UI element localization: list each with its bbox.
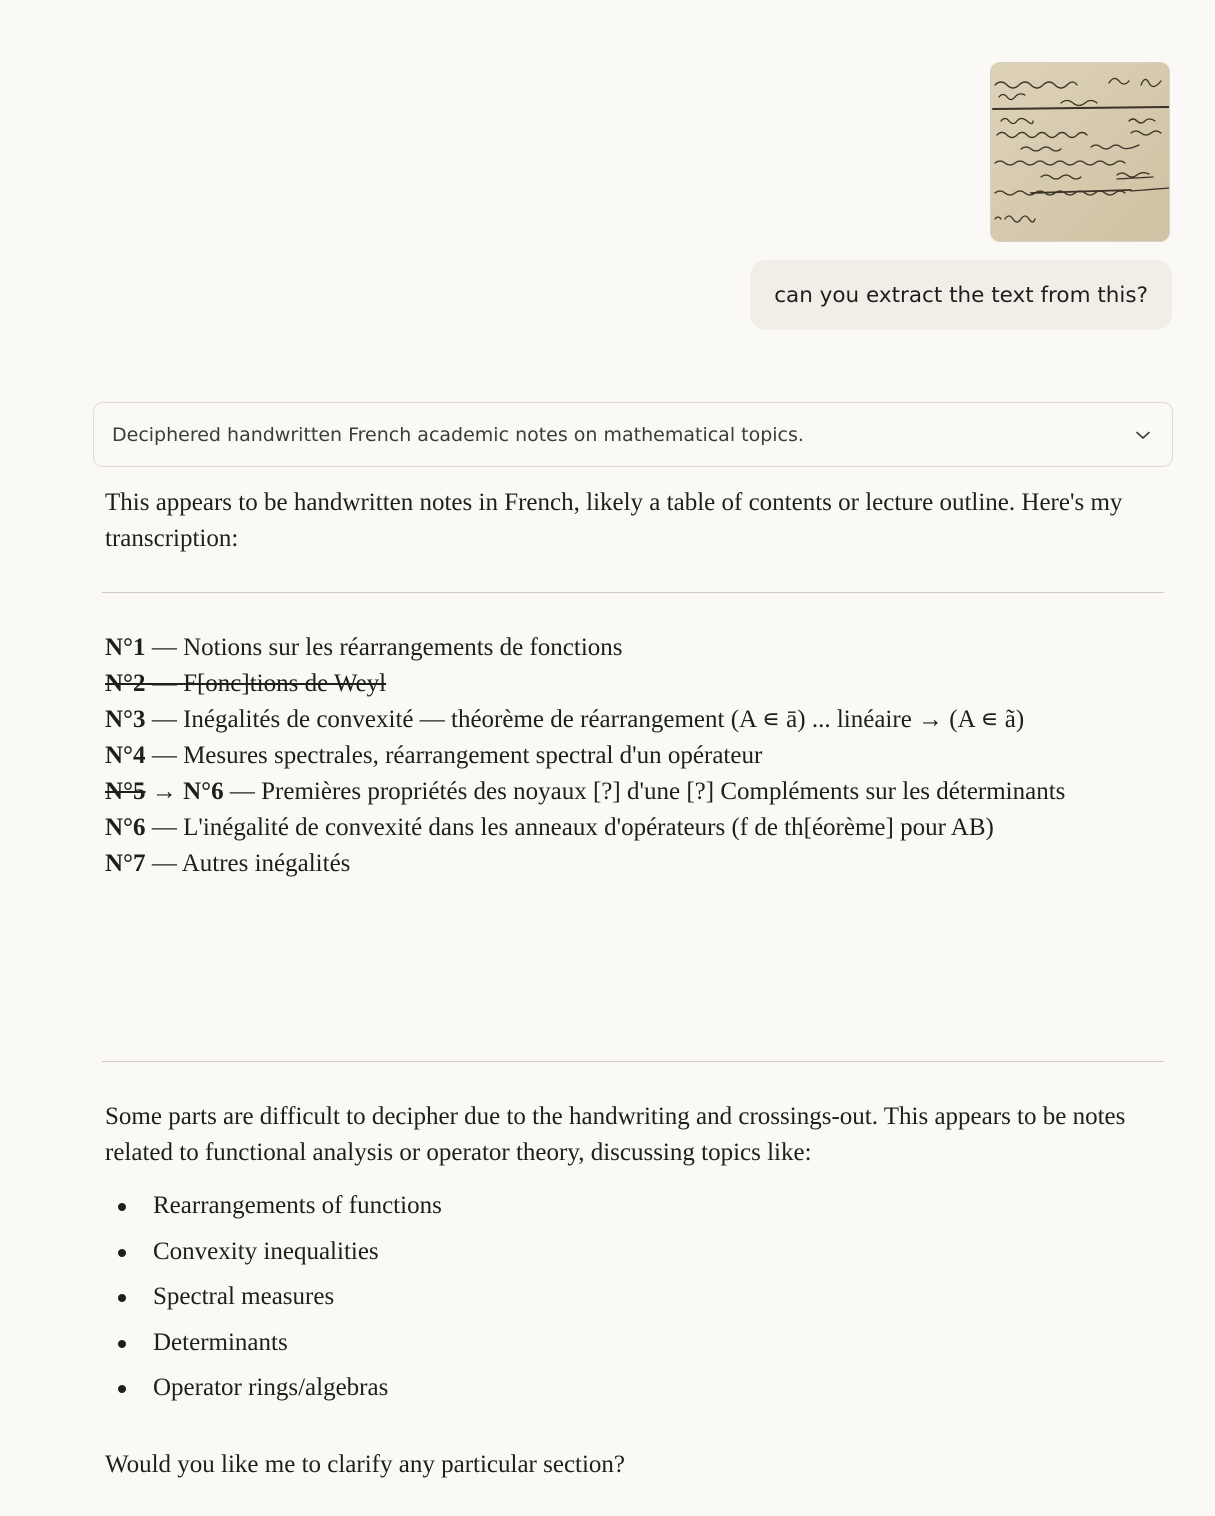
chevron-down-icon: [1132, 424, 1154, 446]
entry-number: N°3: [105, 706, 146, 733]
transcription-list: [105, 630, 1165, 882]
handwritten-notes-image: [991, 63, 1170, 242]
assistant-response: [105, 485, 1165, 1478]
response-closing: Would you like me to clarify any particular section?: [105, 1451, 626, 1478]
entry-text: Notions sur les réarrangements de fonctions: [183, 634, 623, 661]
entry-number: N°1: [105, 634, 146, 661]
divider: [102, 1061, 1164, 1062]
list-item: Operator rings/algebras: [105, 1370, 442, 1416]
transcription-entry-2: N°2 — F[onc]tions de Weyl: [105, 670, 387, 697]
transcription-entry-4: N°4 — Mesures spectrales, réarrangement spectral d'un opérateur: [105, 742, 763, 769]
topics-list: [105, 1188, 442, 1416]
bullet-icon: [118, 1385, 126, 1393]
bullet-icon: [118, 1203, 126, 1211]
entry-number: N°2: [105, 670, 146, 697]
divider: [102, 592, 1164, 593]
transcription-entry-1: N°1 — Notions sur les réarrangements de fonctions: [105, 634, 623, 661]
bullet-icon: [118, 1249, 126, 1257]
list-item: Spectral measures: [105, 1279, 442, 1325]
entry-number: N°7: [105, 850, 146, 877]
transcription-entry-6: N°6 — L'inégalité de convexité dans les anneaux d'opérateurs (f de th[éorème] pour AB): [105, 814, 994, 841]
attachment-thumbnail[interactable]: [990, 62, 1170, 242]
list-item: Rearrangements of functions: [105, 1188, 442, 1234]
list-item: Convexity inequalities: [105, 1234, 442, 1280]
entry-text: Inégalités de convexité — théorème de réarrangement (A ∊ ā) ... linéaire → (A ∊ ã): [183, 706, 1025, 733]
list-item: Determinants: [105, 1325, 442, 1371]
entry-text: Premières propriétés des noyaux [?] d'une [?] Compléments sur les déterminants: [261, 778, 1066, 805]
entry-number: N°6: [183, 778, 224, 805]
response-outro: Some parts are difficult to decipher due to the handwriting and crossings-out. This appears to be notes related to functional analysis or operator theory, discussing topics like:: [105, 1103, 1126, 1166]
transcription-entry-3: N°3 — Inégalités de convexité — théorème de réarrangement (A ∊ ā) ... linéaire → (A ∊ ã): [105, 706, 1025, 733]
bullet-icon: [118, 1294, 126, 1302]
entry-number-struck: N°5: [105, 778, 146, 805]
bullet-icon: [118, 1340, 126, 1348]
thought-summary-text: Deciphered handwritten French academic notes on mathematical topics.: [112, 423, 804, 446]
user-message-bubble: [750, 260, 1172, 330]
user-message-text: can you extract the text from this?: [774, 282, 1148, 308]
entry-number: N°6: [105, 814, 146, 841]
entry-number: N°4: [105, 742, 146, 769]
transcription-entry-5: N°5 → N°6 — Premières propriétés des noyaux [?] d'une [?] Compléments sur les déterminants: [105, 778, 1066, 805]
transcription-entry-7: N°7 — Autres inégalités: [105, 850, 351, 877]
thought-summary-toggle[interactable]: [93, 402, 1173, 467]
response-intro: This appears to be handwritten notes in French, likely a table of contents or lecture outline. Here's my transcription:: [105, 489, 1123, 552]
entry-text: Autres inégalités: [181, 850, 351, 877]
entry-text: Mesures spectrales, réarrangement spectral d'un opérateur: [183, 742, 763, 769]
entry-text: F[onc]tions de Weyl: [183, 670, 387, 697]
entry-text: L'inégalité de convexité dans les anneaux d'opérateurs (f de th[éorème] pour AB): [183, 814, 994, 841]
